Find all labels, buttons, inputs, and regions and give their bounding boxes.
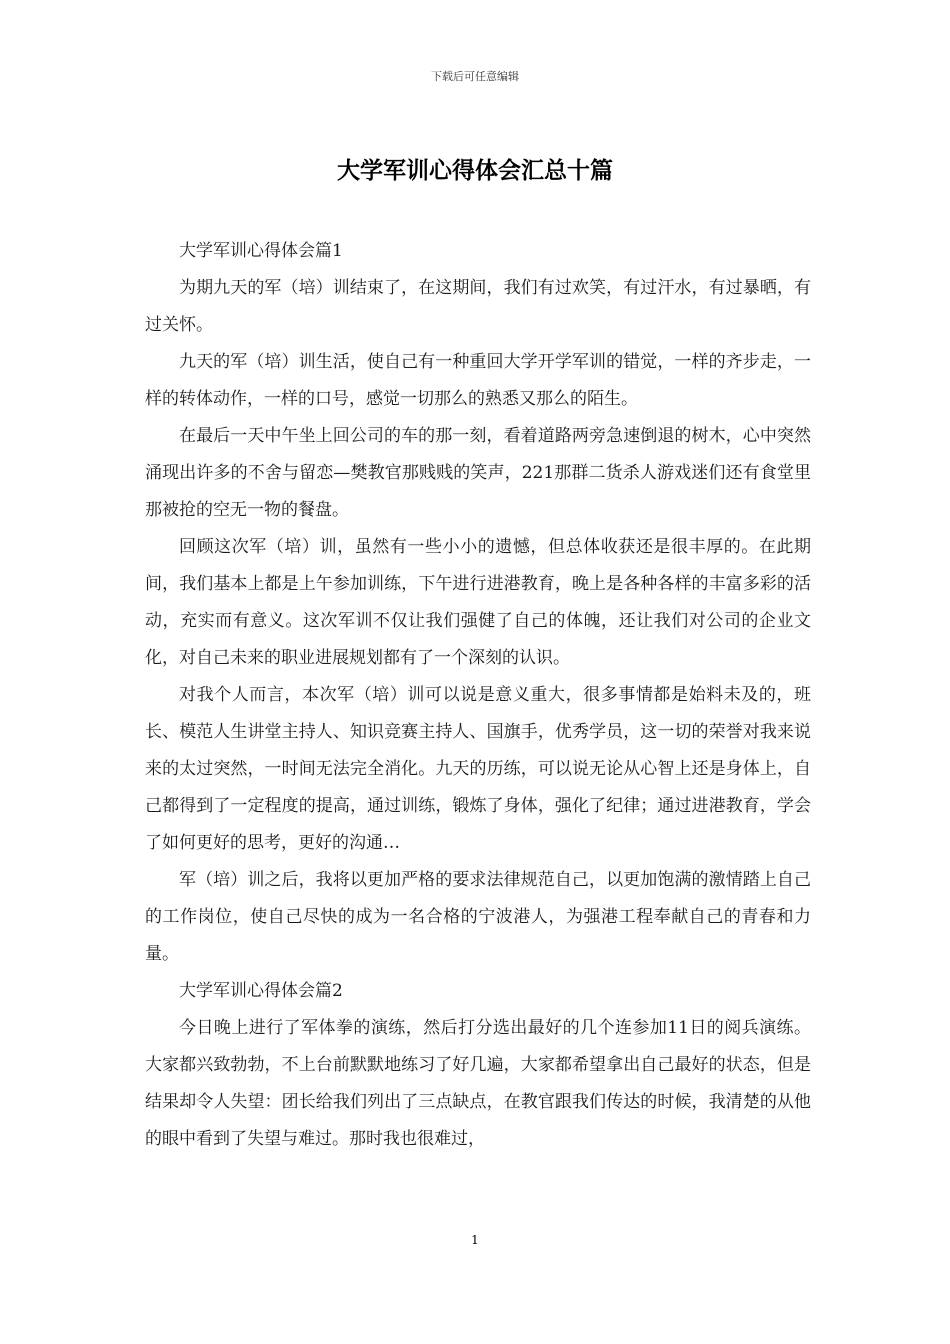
section-heading: 大学军训心得体会篇1 (179, 241, 343, 261)
document-title: 大学军训心得体会汇总十篇 (337, 157, 613, 184)
paragraph: 回顾这次军（培）训，虽然有一些小小的遗憾，但总体收获还是很丰厚的。在此期间，我们基本上都是上午参加训练，下午进行进港教育，晚上是各种各样的丰富多彩的活动，充实而有意义。这次军训不仅让我们强健了自己的体魄，还让我们对公司的企业文化，对自己未来的职业进展规划都有了一个深刻的认识。 (145, 537, 811, 668)
header-note: 下载后可任意编辑 (431, 70, 519, 83)
paragraph: 今日晚上进行了军体拳的演练，然后打分选出最好的几个连参加11日的阅兵演练。大家都兴致勃勃，不上台前默默地练习了好几遍，大家都希望拿出自己最好的状态，但是结果却令人失望：团长给我们列出了三点缺点，在教官跟我们传达的时候，我清楚的从他的眼中看到了失望与难过。那时我也很难过， (145, 1018, 811, 1149)
page-number: 1 (471, 1233, 479, 1247)
paragraph: 军（培）训之后，我将以更加严格的要求法律规范自己，以更加饱满的激情踏上自己的工作岗位，使自己尽快的成为一名合格的宁波港人，为强港工程奉献自己的青春和力量。 (145, 870, 811, 964)
paragraph: 为期九天的军（培）训结束了，在这期间，我们有过欢笑，有过汗水，有过暴晒，有过关怀。 (145, 278, 811, 335)
paragraph: 九天的军（培）训生活，使自己有一种重回大学开学军训的错觉，一样的齐步走，一样的转体动作，一样的口号，感觉一切那么的熟悉又那么的陌生。 (145, 352, 811, 409)
paragraph: 对我个人而言，本次军（培）训可以说是意义重大，很多事情都是始料未及的，班长、模范人生讲堂主持人、知识竞赛主持人、国旗手，优秀学员，这一切的荣誉对我来说来的太过突然，一时间无法完全消化。九天的历练，可以说无论从心智上还是身体上，自己都得到了一定程度的提高，通过训练，锻炼了身体，强化了纪律；通过进港教育，学会了如何更好的思考，更好的沟通… (145, 685, 811, 853)
document-body (145, 233, 811, 1158)
paragraph: 在最后一天中午坐上回公司的车的那一刻，看着道路两旁急速倒退的树木，心中突然涌现出许多的不舍与留恋—樊教官那贱贱的笑声，221那群二货杀人游戏迷们还有食堂里那被抢的空无一物的餐盘。 (145, 426, 811, 520)
section-heading: 大学军训心得体会篇2 (179, 981, 343, 1001)
